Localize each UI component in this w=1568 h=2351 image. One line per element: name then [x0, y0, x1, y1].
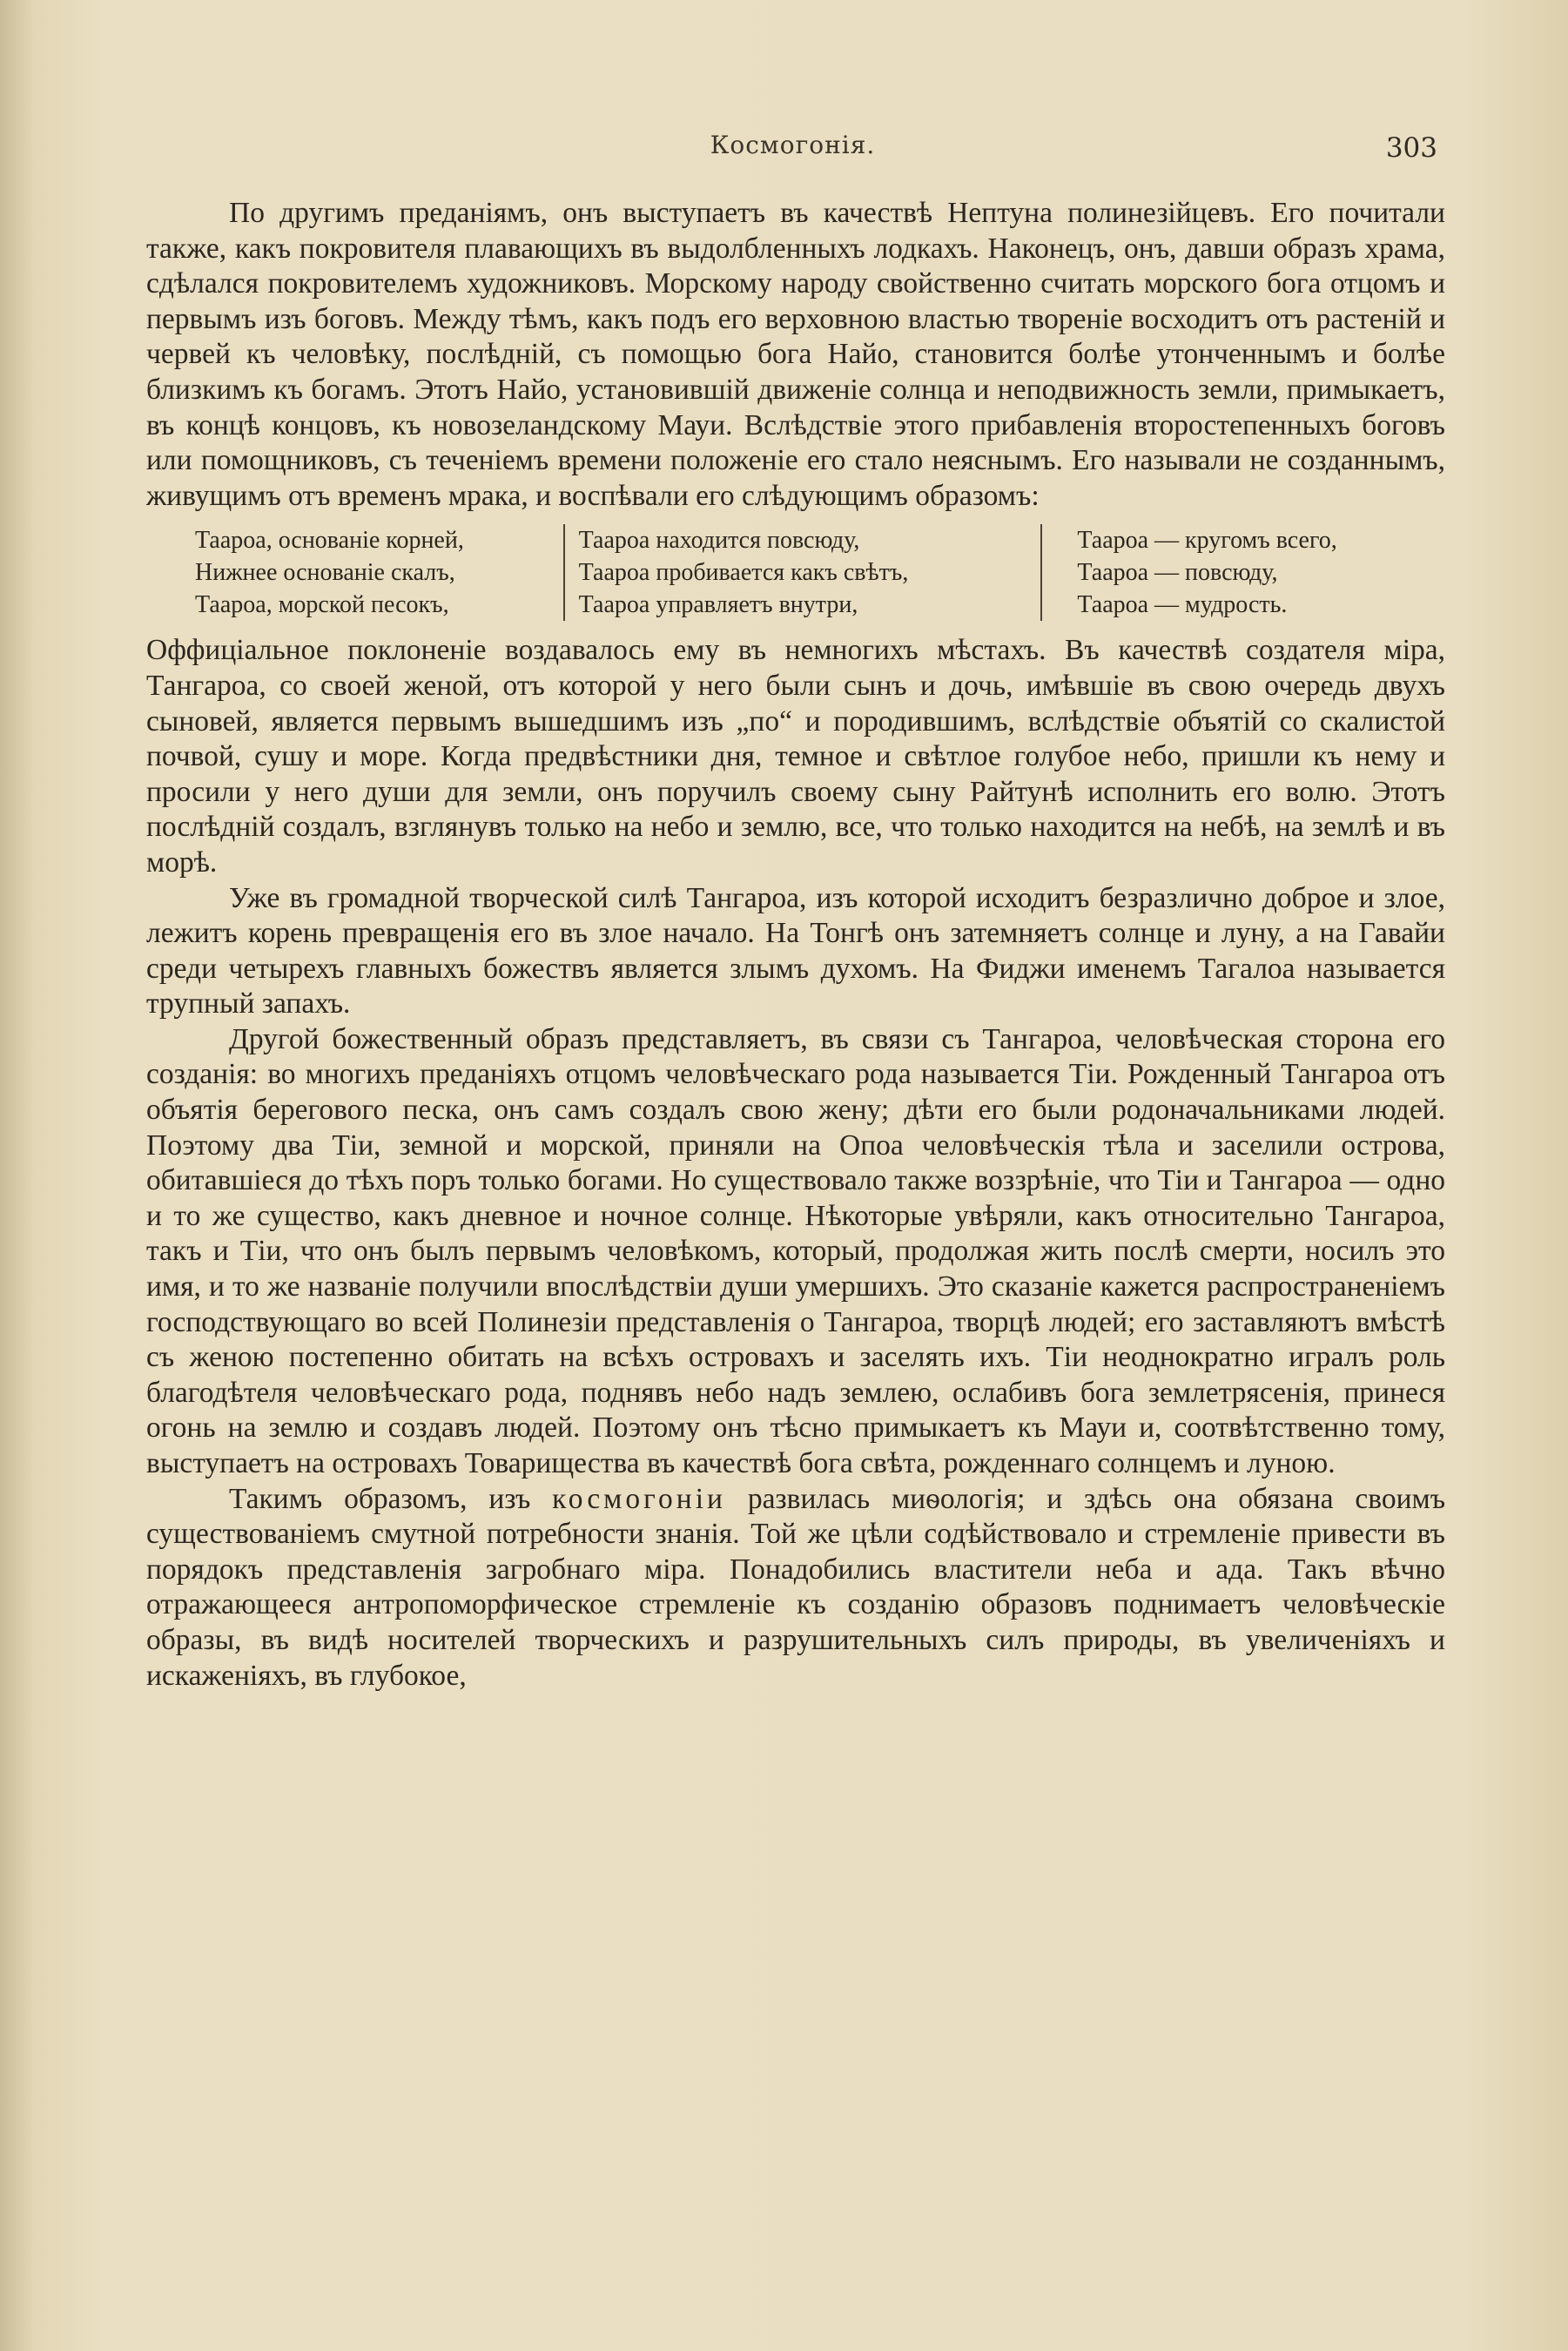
verse-line: Таароа управляетъ внутри, — [578, 591, 858, 619]
verse-line: Таароа, основаніе корней, — [195, 527, 464, 555]
paragraph-mythology-start: Такимъ образомъ, изъ — [229, 1482, 531, 1515]
verse-line: Таароа — мудрость. — [1077, 591, 1288, 619]
verse-line: Нижнее основаніе скалъ, — [195, 559, 455, 587]
page-number: 303 — [1385, 132, 1437, 164]
page-header — [148, 131, 1437, 174]
paragraph-neptune: По другимъ преданіямъ, онъ выступаетъ въ качествѣ Нептуна полинезійцевъ. Его почитали также, какъ покровителя плавающихъ въ выдолбленныхъ лодкахъ. Наконецъ, онъ, давши образъ храма, сдѣлался покровителемъ художниковъ. Морскому народу свойственно считать морского бога отцомъ и первымъ изъ боговъ. Между тѣмъ, какъ подъ его верховною властью твореніе восходитъ отъ растеній и червей къ человѣку, послѣдній, съ помощью бога Найо, становится болѣе утонченнымъ и болѣе близкимъ къ богамъ. Этотъ Найо, установившій движеніе солнца и неподвижность земли, примыкаетъ, въ концѣ концовъ, къ новозеландскому Мауи. Вслѣдствіе этого прибавленія второстепенныхъ боговъ или помощниковъ, съ теченіемъ времени положеніе его стало неяснымъ. Его называли не созданнымъ, живущимъ отъ временъ мрака, и воспѣвали его слѣдующимъ образомъ: — [146, 197, 1445, 512]
verse-line: Таароа пробивается какъ свѣтъ, — [578, 559, 909, 587]
running-title: Космогонія. — [710, 131, 876, 159]
spaced-term-cosmogony: космогоніи — [552, 1482, 726, 1515]
verse-column-1 — [186, 524, 563, 621]
paragraph-mythology-rest: развилась миѳологія; и здѣсь она обязана своимъ существованіемъ смутной потребности знанія. Той же цѣли содѣйствовало и стремленіе привести въ порядокъ представленія загробнаго міра. Понадобились властители неба и ада. Такъ вѣчно отражающееся антропоморфическое стремленіе къ созданію образовъ поднимаетъ человѣческіе образы, въ видѣ носителей творческихъ и разрушительныхъ силъ природы, въ увеличеніяхъ и искаженіяхъ, въ глубокое, — [146, 1482, 1446, 1692]
verse-column-3 — [1068, 524, 1445, 621]
paragraph-mythology — [146, 1482, 1445, 1694]
verse-line: Таароа — повсюду, — [1077, 559, 1278, 587]
verse-line: Таароа — кругомъ всего, — [1077, 527, 1337, 555]
paragraph-evil-principle: Уже въ громадной творческой силѣ Тангароа, изъ которой исходитъ безразлично доброе и злое, лежитъ корень превращенія его въ злое начало. На Тонгѣ онъ затемняетъ солнце и луну, а на Гавайи среди четырехъ главныхъ божествъ является злымъ духомъ. На Фиджи именемъ Тагалоа называется трупный запахъ. — [146, 881, 1445, 1021]
paragraph-official-worship: Оффиціальное поклоненіе воздавалось ему въ немногихъ мѣстахъ. Въ качествѣ создателя міра, Тангароа, со своей женой, отъ которой у него были сынъ и дочь, имѣвшіе въ свою очередь двухъ сыновей, является первымъ вышедшимъ изъ „по“ и породившимъ, вслѣдствіе объятій со скалистой почвой, сушу и море. Когда предвѣстники дня, темное и свѣтлое голубое небо, пришли къ нему и просили у него души для земли, онъ поручилъ своему сыну Райтунѣ исполнить его волю. Этотъ послѣдній создалъ, взглянувъ только на небо и землю, все, что только находится на небѣ, на землѣ и въ морѣ. — [146, 634, 1445, 879]
paragraph-tii: Другой божественный образъ представляетъ, въ связи съ Тангароа, человѣческая сторона его созданія: во многихъ преданіяхъ отцомъ человѣческаго рода называется Тіи. Рожденный Тангароа отъ объятія берегового песка, онъ самъ создалъ свою жену; дѣти его были родоначальниками людей. Поэтому два Тіи, земной и морской, приняли на Опоа человѣческія тѣла и заселили острова, обитавшіеся до тѣхъ поръ только богами. Но существовало также воззрѣніе, что Тіи и Тангароа — одно и то же существо, какъ дневное и ночное солнце. Нѣкоторые увѣряли, какъ относительно Тангароа, такъ и Тіи, что онъ былъ первымъ человѣкомъ, который, продолжая жить послѣ смерти, носилъ это имя, и то же названіе получили впослѣдствіи души умершихъ. Это сказаніе кажется распространеніемъ господствующаго во всей Полинезіи представленія о Тангароа, творцѣ людей; его заставляютъ вмѣстѣ съ женою постепенно обитать на всѣхъ островахъ и заселять ихъ. Тіи неоднократно игралъ роль благодѣтеля человѣческаго рода, поднявъ небо надъ землею, ослабивъ бога землетрясенія, принеся огонь на землю и создавъ людей. Поэтому онъ тѣсно примыкаетъ къ Мауи и, соотвѣтственно тому, выступаетъ на островахъ Товарищества въ качествѣ бога свѣта, рожденнаго солнцемъ и луною. — [146, 1022, 1445, 1479]
body-text — [146, 196, 1445, 1694]
verse-line: Таароа находится повсюду, — [578, 527, 860, 555]
verse-column-2 — [563, 524, 1043, 621]
verse-line: Таароа, морской песокъ, — [195, 591, 449, 619]
verse-block — [186, 524, 1445, 621]
